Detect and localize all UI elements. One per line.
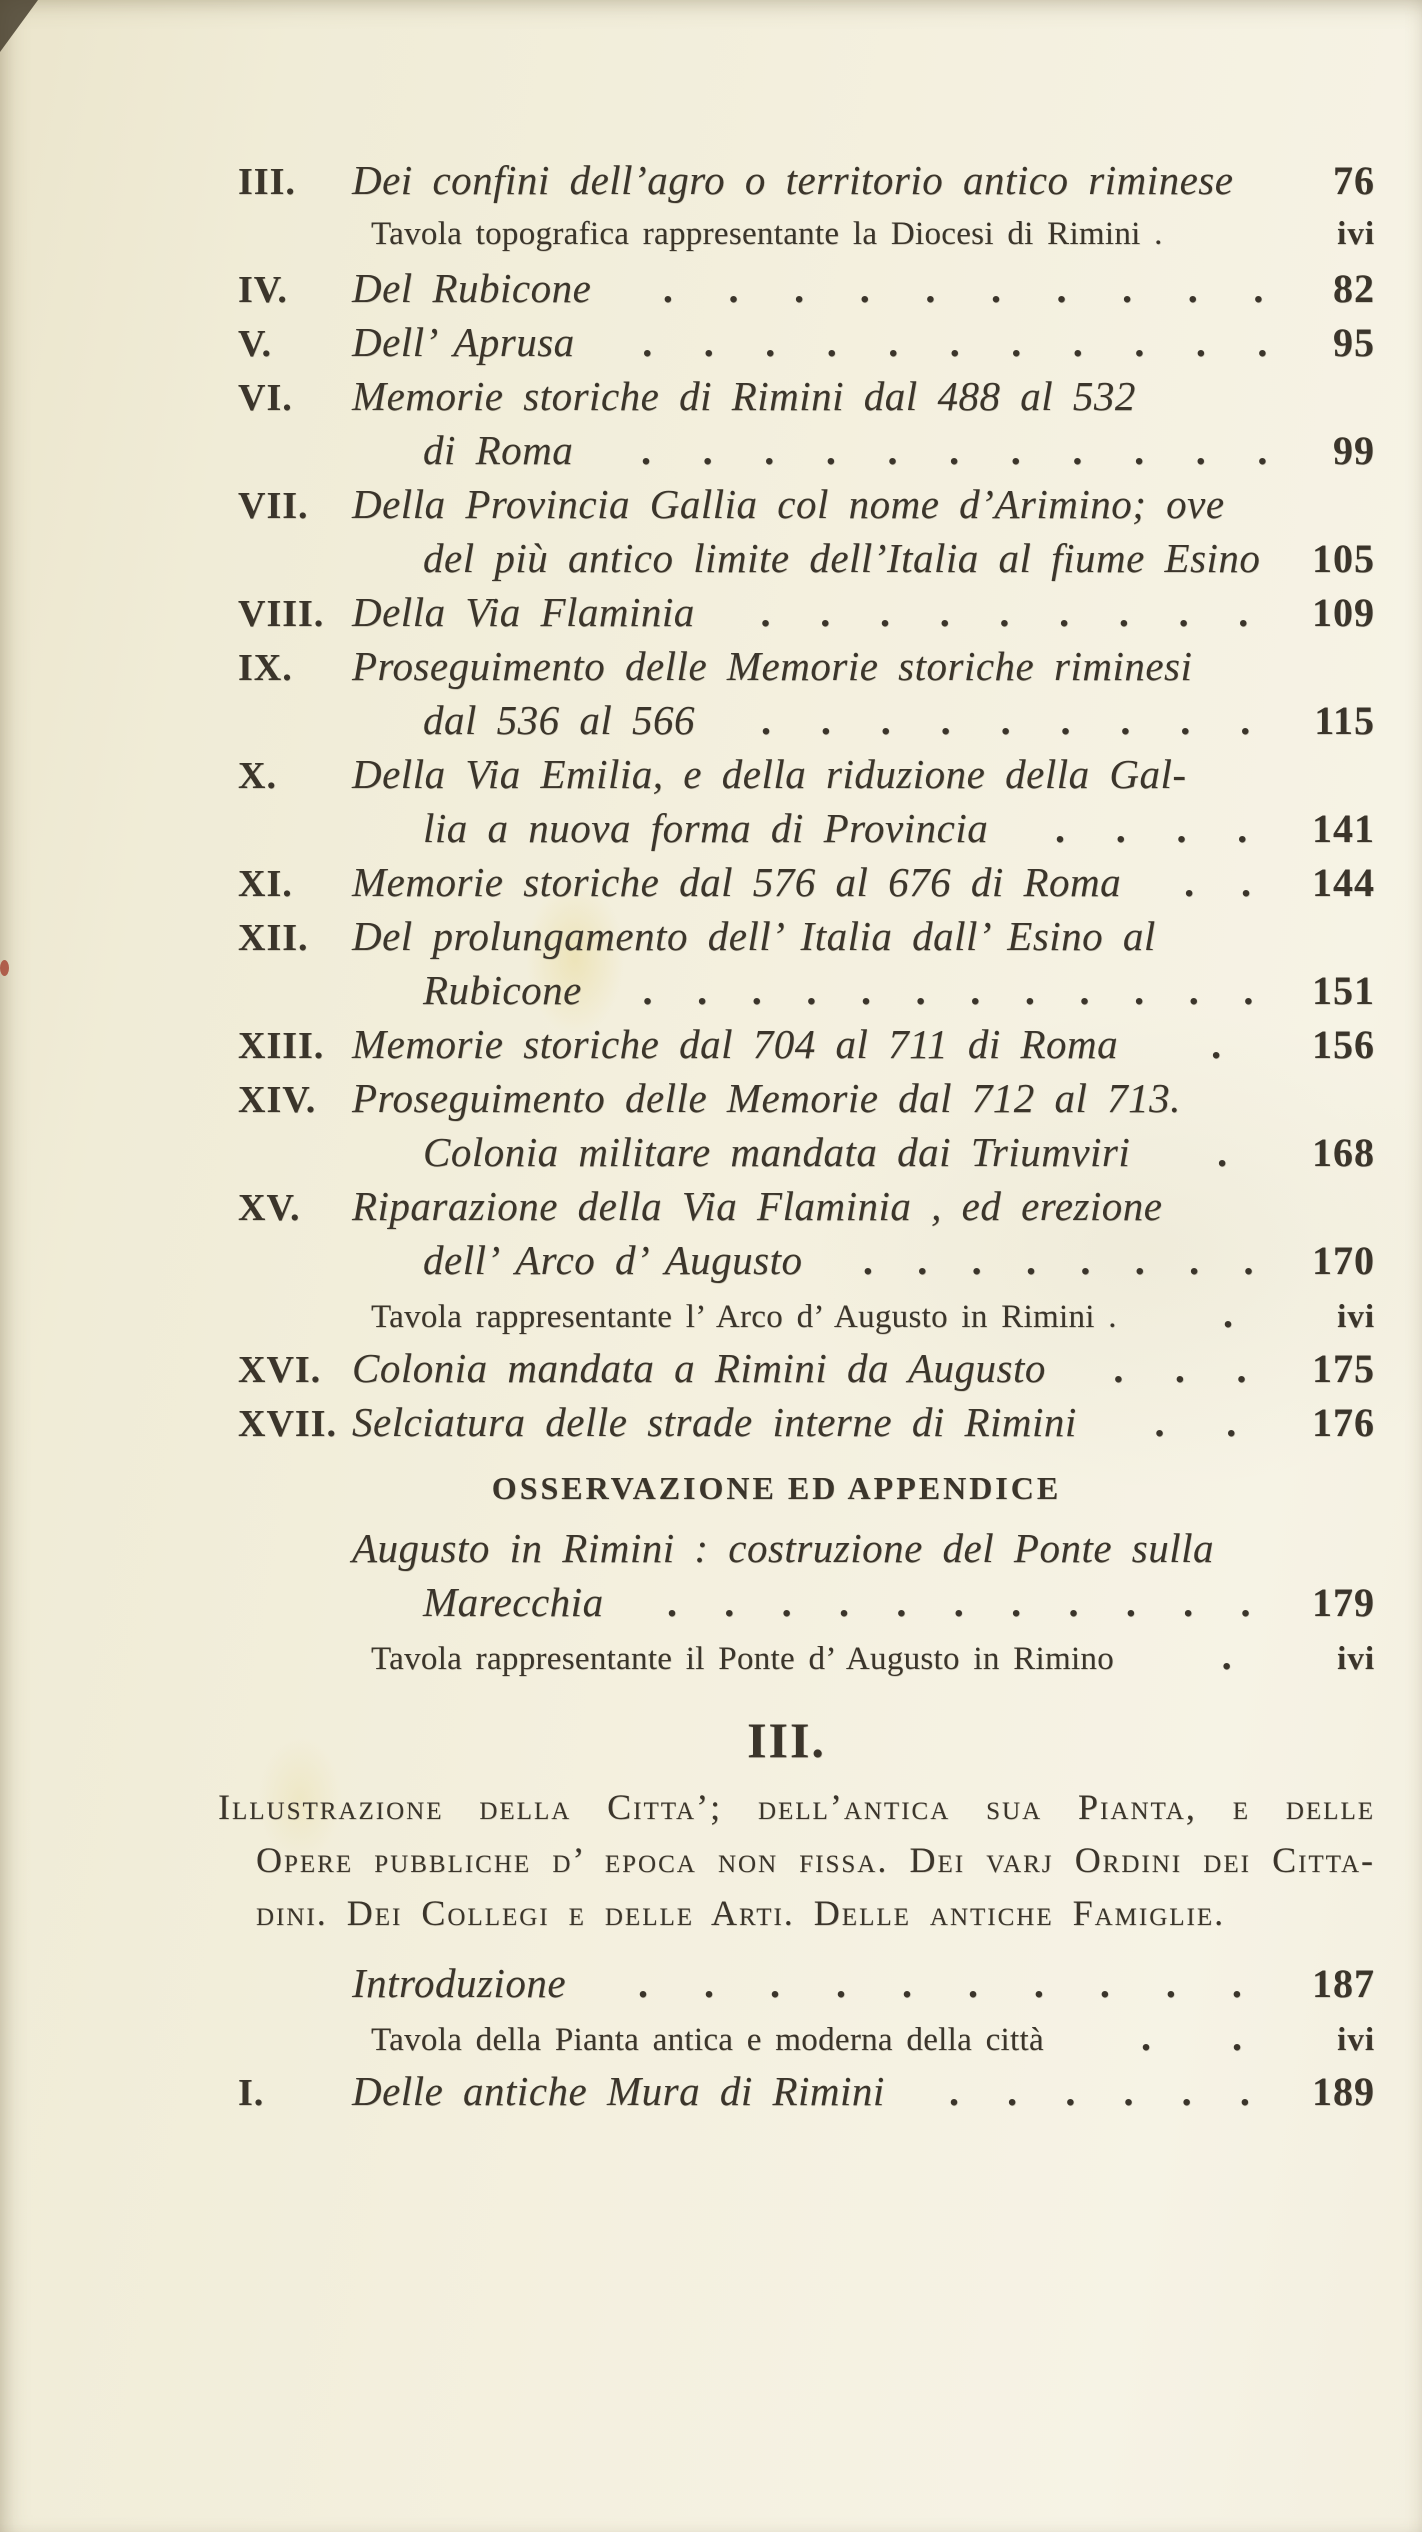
toc-roman-numeral: XII.	[238, 917, 309, 959]
leader-dot: .	[948, 2069, 959, 2114]
toc-row	[238, 909, 1375, 963]
leader-dot: .	[1189, 1238, 1200, 1283]
leader-dot: .	[1079, 968, 1090, 1013]
leader-dot: .	[1257, 428, 1268, 473]
leader-dot: .	[1065, 2069, 1076, 2114]
toc-chapter-title: Colonia militare mandata dai Triumviri	[423, 1129, 1131, 1175]
leader-dot: .	[1118, 590, 1129, 635]
leader-dot: .	[1010, 428, 1021, 473]
table-of-contents	[218, 153, 1375, 2118]
leader-dot: .	[970, 968, 981, 1013]
toc-chapter-title: Dell’ Aprusa	[352, 319, 575, 365]
leader-dot: .	[820, 698, 831, 743]
toc-chapter-title: Riparazione della Via Flaminia , ed erezione	[352, 1183, 1163, 1229]
toc-row	[238, 423, 1375, 477]
leader-dot: .	[820, 590, 831, 635]
leader-dot: .	[1056, 266, 1067, 311]
toc-row	[238, 153, 1375, 207]
toc-row	[238, 477, 1375, 531]
toc-section-chapters	[238, 153, 1375, 1449]
toc-roman-numeral: XI.	[238, 863, 293, 905]
toc-chapter-title: lia a nuova forma di Provincia	[423, 805, 989, 851]
page-number: 176	[1312, 1400, 1375, 1445]
leader-dot: .	[917, 1238, 928, 1283]
leader-dot: .	[1134, 968, 1145, 1013]
toc-chapter-title: Memorie storiche di Rimini dal 488 al 532	[352, 373, 1136, 419]
toc-row	[238, 1395, 1375, 1449]
toc-chapter-title: Della Via Emilia, e della riduzione della Gal-	[352, 751, 1187, 797]
dot-leader	[901, 2065, 1298, 2119]
dot-leader	[607, 262, 1319, 316]
dot-leader	[620, 1576, 1298, 1630]
dot-leader	[1062, 1342, 1298, 1396]
leader-dot: .	[1134, 1238, 1145, 1283]
leader-dot: .	[1068, 1580, 1079, 1625]
leader-dot: .	[999, 590, 1010, 635]
page-number: 179	[1312, 1580, 1375, 1625]
leader-dot: .	[1178, 590, 1189, 635]
toc-chapter-title: di Roma	[423, 427, 574, 473]
toc-row	[238, 1125, 1375, 1179]
toc-roman-numeral: VII.	[238, 485, 309, 527]
leader-dot: .	[1257, 320, 1268, 365]
toc-chapter-title: Proseguimento delle Memorie dal 712 al 713.	[352, 1075, 1181, 1121]
section-description-line: Opere pubbliche d’ epoca non fissa. Dei varj Ordini dei Citta-	[256, 1840, 1375, 1880]
leader-dot: .	[751, 968, 762, 1013]
leader-dot: .	[1000, 698, 1011, 743]
leader-dot: .	[1060, 698, 1071, 743]
dot-leader	[1060, 2010, 1323, 2064]
toc-chapter-title: del più antico limite dell’Italia al fiume Esino	[423, 535, 1261, 581]
leader-dot: .	[1187, 266, 1198, 311]
leader-dot: .	[1165, 1961, 1176, 2006]
page-number: 151	[1312, 968, 1375, 1013]
leader-dot: .	[887, 428, 898, 473]
toc-row	[238, 1341, 1375, 1395]
leader-dot: .	[915, 968, 926, 1013]
toc-row	[238, 1017, 1375, 1071]
toc-chapter-title: Delle antiche Mura di Rimini	[352, 2068, 885, 2114]
dot-leader	[1137, 856, 1298, 910]
toc-row	[238, 1956, 1375, 2010]
leader-dot: .	[1238, 590, 1249, 635]
leader-dot: .	[859, 266, 870, 311]
leader-dot: .	[1080, 1238, 1091, 1283]
leader-dot: .	[642, 320, 653, 365]
leader-dot: .	[901, 1961, 912, 2006]
leader-dot: .	[1011, 320, 1022, 365]
toc-roman-numeral: V.	[238, 323, 273, 365]
leader-dot: .	[1181, 2069, 1192, 2114]
toc-row	[238, 1233, 1375, 1287]
page-number: 82	[1333, 266, 1375, 311]
toc-section-appendix	[238, 1521, 1375, 1683]
leader-dot: .	[1226, 1400, 1237, 1445]
leader-dot: .	[1217, 1130, 1228, 1175]
leader-dot: .	[826, 320, 837, 365]
toc-row	[238, 1629, 1375, 1683]
toc-row	[238, 1071, 1375, 1125]
section-description-line: Illustrazione della Citta’; dell’antica sua Pianta, e delle	[218, 1787, 1375, 1827]
toc-plate-caption: Tavola della Pianta antica e moderna della città	[371, 2022, 1044, 2058]
leader-dot: .	[825, 428, 836, 473]
leader-dot: .	[724, 1580, 735, 1625]
leader-dot: .	[967, 1961, 978, 2006]
dot-leader	[1130, 1629, 1323, 1683]
page-number: 187	[1312, 1961, 1375, 2006]
leader-dot: .	[1195, 320, 1206, 365]
leader-dot: .	[1123, 2069, 1134, 2114]
toc-chapter-title: Del prolungamento dell’ Italia dall’ Esino al	[352, 913, 1156, 959]
leader-dot: .	[764, 428, 775, 473]
dot-leader	[1004, 802, 1298, 856]
section-description	[218, 1781, 1375, 1940]
leader-dot: .	[781, 1580, 792, 1625]
leader-dot: .	[1154, 1400, 1165, 1445]
leader-dot: .	[1241, 860, 1252, 905]
dot-leader	[711, 694, 1300, 748]
leader-dot: .	[1222, 1291, 1233, 1336]
toc-chapter-title: Colonia mandata a Rimini da Augusto	[352, 1345, 1046, 1391]
leader-dot: .	[806, 968, 817, 1013]
toc-chapter-title: Memorie storiche dal 576 al 676 di Roma	[352, 859, 1122, 905]
dot-leader	[1146, 1126, 1298, 1180]
leader-dot: .	[1099, 1961, 1110, 2006]
toc-roman-numeral: VIII.	[238, 593, 325, 635]
dot-leader	[591, 316, 1319, 370]
dot-leader	[1133, 1287, 1323, 1341]
leader-dot: .	[925, 266, 936, 311]
leader-dot: .	[1026, 1238, 1037, 1283]
page-number: 144	[1312, 860, 1375, 905]
leader-dot: .	[940, 698, 951, 743]
dot-leader	[711, 586, 1298, 640]
leader-dot: .	[1195, 428, 1206, 473]
page-number: ivi	[1337, 216, 1375, 252]
toc-chapter-title: Augusto in Rimini : costruzione del Ponte sulla	[352, 1525, 1215, 1571]
leader-dot: .	[879, 590, 890, 635]
toc-chapter-title: Del Rubicone	[352, 265, 592, 311]
leader-dot: .	[1134, 320, 1145, 365]
page-number: 109	[1312, 590, 1375, 635]
toc-row	[238, 801, 1375, 855]
leader-dot: .	[1243, 968, 1254, 1013]
toc-roman-numeral: IX.	[238, 647, 293, 689]
toc-row	[238, 531, 1375, 585]
page-number: 76	[1333, 158, 1375, 203]
toc-row	[238, 855, 1375, 909]
leader-dot: .	[769, 1961, 780, 2006]
leader-dot: .	[1072, 320, 1083, 365]
page-number: 99	[1333, 428, 1375, 473]
toc-roman-numeral: III.	[238, 161, 296, 203]
leader-dot: .	[1007, 2069, 1018, 2114]
leader-dot: .	[1120, 698, 1131, 743]
appendix-heading: OSSERVAZIONE ED APPENDICE	[491, 1470, 1062, 1506]
toc-roman-numeral: XVI.	[238, 1349, 322, 1391]
leader-dot: .	[1183, 1580, 1194, 1625]
toc-roman-numeral: X.	[238, 755, 277, 797]
leader-dot: .	[1113, 1346, 1124, 1391]
toc-roman-numeral: XVII.	[238, 1403, 337, 1445]
page-number: 170	[1312, 1238, 1375, 1283]
toc-row	[238, 207, 1375, 261]
toc-row	[238, 1179, 1375, 1233]
toc-row	[238, 369, 1375, 423]
leader-dot: .	[862, 1238, 873, 1283]
page-number: ivi	[1337, 1641, 1375, 1677]
page-number: 141	[1312, 806, 1375, 851]
leader-dot: .	[1059, 590, 1070, 635]
leader-dot: .	[1122, 266, 1133, 311]
leader-dot: .	[1232, 2014, 1243, 2059]
leader-dot: .	[1125, 1580, 1136, 1625]
leader-dot: .	[760, 698, 771, 743]
toc-row	[238, 2064, 1375, 2118]
leader-dot: .	[1253, 266, 1264, 311]
scan-edge-corner	[0, 0, 42, 58]
toc-row	[238, 1575, 1375, 1629]
leader-dot: .	[702, 428, 713, 473]
leader-dot: .	[1174, 1346, 1185, 1391]
dot-leader	[589, 424, 1319, 478]
toc-plate-caption: Tavola topografica rappresentante la Diocesi di Rimini .	[371, 216, 1163, 252]
leader-dot: .	[949, 428, 960, 473]
toc-chapter-title: Della Provincia Gallia col nome d’Arimino; ove	[352, 481, 1225, 527]
page-number: 156	[1312, 1022, 1375, 1067]
leader-dot: .	[666, 1580, 677, 1625]
leader-dot: .	[1211, 1022, 1222, 1067]
toc-chapter-title: Introduzione	[352, 1960, 567, 2006]
dot-leader	[1093, 1396, 1298, 1450]
leader-dot: .	[728, 266, 739, 311]
toc-row	[238, 1521, 1375, 1575]
toc-row	[238, 1287, 1375, 1341]
toc-plate-caption: Tavola rappresentante l’ Arco d’ Augusto in Rimini .	[371, 1299, 1117, 1335]
toc-chapter-title: dal 536 al 566	[423, 697, 696, 743]
toc-chapter-title: Della Via Flaminia	[352, 589, 695, 635]
toc-chapter-title: dell’ Arco d’ Augusto	[423, 1237, 803, 1283]
leader-dot: .	[697, 968, 708, 1013]
dot-leader	[598, 964, 1298, 1018]
toc-roman-numeral: I.	[238, 2072, 265, 2114]
leader-dot: .	[953, 1580, 964, 1625]
leader-dot: .	[1180, 698, 1191, 743]
leader-dot: .	[704, 1961, 714, 2006]
leader-dot: .	[1231, 1961, 1242, 2006]
leader-dot: .	[1054, 806, 1065, 851]
toc-row	[238, 261, 1375, 315]
leader-dot: .	[1188, 968, 1199, 1013]
leader-dot: .	[765, 320, 776, 365]
leader-dot: .	[839, 1580, 850, 1625]
leader-dot: .	[971, 1238, 982, 1283]
leader-dot: .	[640, 428, 651, 473]
leader-dot: .	[703, 320, 714, 365]
page-number: 95	[1333, 320, 1375, 365]
leader-dot: .	[1221, 1633, 1232, 1678]
toc-row	[238, 963, 1375, 1017]
leader-dot: .	[888, 320, 899, 365]
leader-dot: .	[1011, 1580, 1022, 1625]
toc-chapter-title: Selciatura delle strade interne di Rimini	[352, 1399, 1077, 1445]
leader-dot: .	[1024, 968, 1035, 1013]
leader-dot: .	[1240, 698, 1251, 743]
leader-dot: .	[880, 698, 891, 743]
leader-dot: .	[860, 968, 871, 1013]
toc-chapter-title: Marecchia	[423, 1579, 604, 1625]
leader-dot: .	[760, 590, 771, 635]
leader-dot: .	[638, 1961, 649, 2006]
leader-dot: .	[1033, 1961, 1044, 2006]
page-number: 189	[1312, 2069, 1375, 2114]
leader-dot: .	[1239, 2069, 1250, 2114]
toc-row	[238, 2010, 1375, 2064]
page-number: ivi	[1337, 1299, 1375, 1335]
leader-dot: .	[1176, 806, 1187, 851]
leader-dot: .	[1072, 428, 1083, 473]
leader-dot: .	[939, 590, 950, 635]
leader-dot: .	[835, 1961, 846, 2006]
toc-chapter-title: Rubicone	[423, 967, 582, 1013]
leader-dot: .	[1236, 1346, 1247, 1391]
page-number: ivi	[1337, 2022, 1375, 2058]
toc-roman-numeral: XIV.	[238, 1079, 317, 1121]
section-description-line: dini. Dei Collegi e delle Arti. Delle antiche Famiglie.	[256, 1893, 1226, 1933]
page-number: 115	[1314, 698, 1375, 743]
leader-dot: .	[642, 968, 653, 1013]
leader-dot: .	[1243, 1238, 1254, 1283]
toc-roman-numeral: VI.	[238, 377, 293, 419]
leader-dot: .	[794, 266, 805, 311]
toc-section-city	[238, 1956, 1375, 2118]
page-number: 175	[1312, 1346, 1375, 1391]
leader-dot: .	[1115, 806, 1126, 851]
dot-leader	[582, 1957, 1298, 2011]
page-number: 168	[1312, 1130, 1375, 1175]
dot-leader	[819, 1234, 1298, 1288]
leader-dot: .	[990, 266, 1001, 311]
section-number-heading: III.	[747, 1712, 826, 1768]
toc-row	[238, 747, 1375, 801]
leader-dot: .	[662, 266, 673, 311]
toc-plate-caption: Tavola rappresentante il Ponte d’ Augusto in Rimino	[371, 1641, 1115, 1677]
leader-dot: .	[896, 1580, 907, 1625]
toc-chapter-title: Memorie storiche dal 704 al 711 di Roma	[352, 1021, 1119, 1067]
toc-row	[238, 639, 1375, 693]
leader-dot: .	[1237, 806, 1248, 851]
toc-chapter-title: Dei confini dell’agro o territorio antico riminese	[352, 157, 1234, 203]
toc-row	[238, 693, 1375, 747]
leader-dot: .	[1240, 1580, 1251, 1625]
toc-chapter-title: Proseguimento delle Memorie storiche riminesi	[352, 643, 1193, 689]
red-ink-speck	[0, 960, 9, 976]
leader-dot: .	[1184, 860, 1195, 905]
toc-row	[238, 585, 1375, 639]
toc-roman-numeral: XIII.	[238, 1025, 325, 1067]
toc-row	[238, 315, 1375, 369]
leader-dot: .	[1134, 428, 1145, 473]
toc-roman-numeral: XV.	[238, 1187, 301, 1229]
toc-roman-numeral: IV.	[238, 269, 288, 311]
leader-dot: .	[1140, 2014, 1151, 2059]
leader-dot: .	[949, 320, 960, 365]
page-number: 105	[1312, 536, 1375, 581]
dot-leader	[1134, 1018, 1298, 1072]
